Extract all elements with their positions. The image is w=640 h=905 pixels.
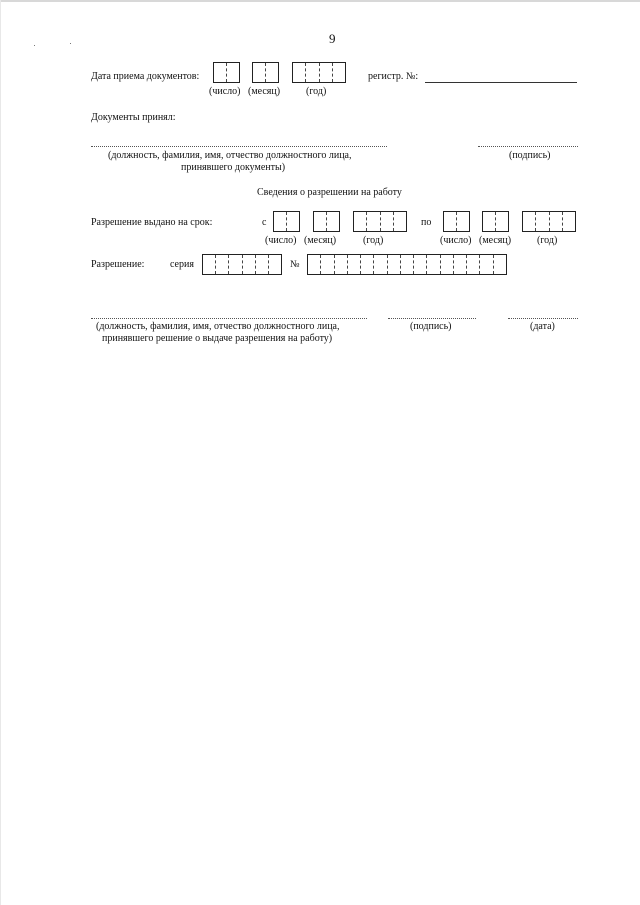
decision-caption-line2: принявшего решение о выдаче разрешения на работу) bbox=[102, 333, 333, 344]
accepted-by-caption-line1: (должность, фамилия, имя, отчество должностного лица, bbox=[108, 150, 352, 161]
permit-from-day-caption: (число) bbox=[265, 235, 297, 246]
registration-number-label: регистр. №: bbox=[368, 71, 419, 82]
permit-from-year-boxes[interactable] bbox=[353, 211, 407, 232]
permit-series-label: серия bbox=[170, 259, 194, 270]
permit-to-day-caption: (число) bbox=[440, 235, 472, 246]
scan-speck bbox=[70, 43, 71, 44]
accepted-by-name-field[interactable] bbox=[91, 146, 387, 147]
permit-from-month-caption: (месяц) bbox=[304, 235, 337, 246]
permit-from-day-boxes[interactable] bbox=[273, 211, 300, 232]
decision-date-caption: (дата) bbox=[530, 321, 555, 332]
permit-from-year-caption: (год) bbox=[363, 235, 384, 246]
scan-speck bbox=[34, 45, 35, 46]
permit-number-boxes[interactable] bbox=[307, 254, 507, 275]
decision-signature-caption: (подпись) bbox=[410, 321, 452, 332]
permit-from-label: с bbox=[262, 217, 267, 228]
permit-to-label: по bbox=[421, 217, 432, 228]
permit-label: Разрешение: bbox=[91, 259, 145, 270]
accepted-by-signature-field[interactable] bbox=[478, 146, 578, 147]
permit-to-year-caption: (год) bbox=[537, 235, 558, 246]
permit-section-heading: Сведения о разрешении на работу bbox=[257, 187, 402, 198]
receipt-year-boxes[interactable] bbox=[292, 62, 346, 83]
receipt-date-label: Дата приема документов: bbox=[91, 71, 200, 82]
page-top-edge bbox=[0, 0, 640, 2]
permit-to-year-boxes[interactable] bbox=[522, 211, 576, 232]
permit-from-month-boxes[interactable] bbox=[313, 211, 340, 232]
accepted-by-signature-caption: (подпись) bbox=[509, 150, 551, 161]
permit-to-month-caption: (месяц) bbox=[479, 235, 512, 246]
receipt-year-caption: (год) bbox=[306, 86, 327, 97]
decision-date-field[interactable] bbox=[508, 318, 578, 319]
page-number: 9 bbox=[329, 31, 336, 46]
permit-to-month-boxes[interactable] bbox=[482, 211, 509, 232]
permit-to-day-boxes[interactable] bbox=[443, 211, 470, 232]
accepted-by-label: Документы принял: bbox=[91, 112, 176, 123]
decision-signature-field[interactable] bbox=[388, 318, 476, 319]
accepted-by-caption-line2: принявшего документы) bbox=[181, 162, 286, 173]
page-left-edge bbox=[0, 0, 1, 905]
registration-number-field[interactable] bbox=[425, 82, 577, 83]
decision-official-name-field[interactable] bbox=[91, 318, 367, 319]
receipt-month-boxes[interactable] bbox=[252, 62, 279, 83]
receipt-day-caption: (число) bbox=[209, 86, 241, 97]
receipt-day-boxes[interactable] bbox=[213, 62, 240, 83]
permit-number-label: № bbox=[290, 259, 300, 270]
receipt-month-caption: (месяц) bbox=[248, 86, 281, 97]
decision-caption-line1: (должность, фамилия, имя, отчество должностного лица, bbox=[96, 321, 340, 332]
permit-term-label: Разрешение выдано на срок: bbox=[91, 217, 213, 228]
permit-series-boxes[interactable] bbox=[202, 254, 282, 275]
